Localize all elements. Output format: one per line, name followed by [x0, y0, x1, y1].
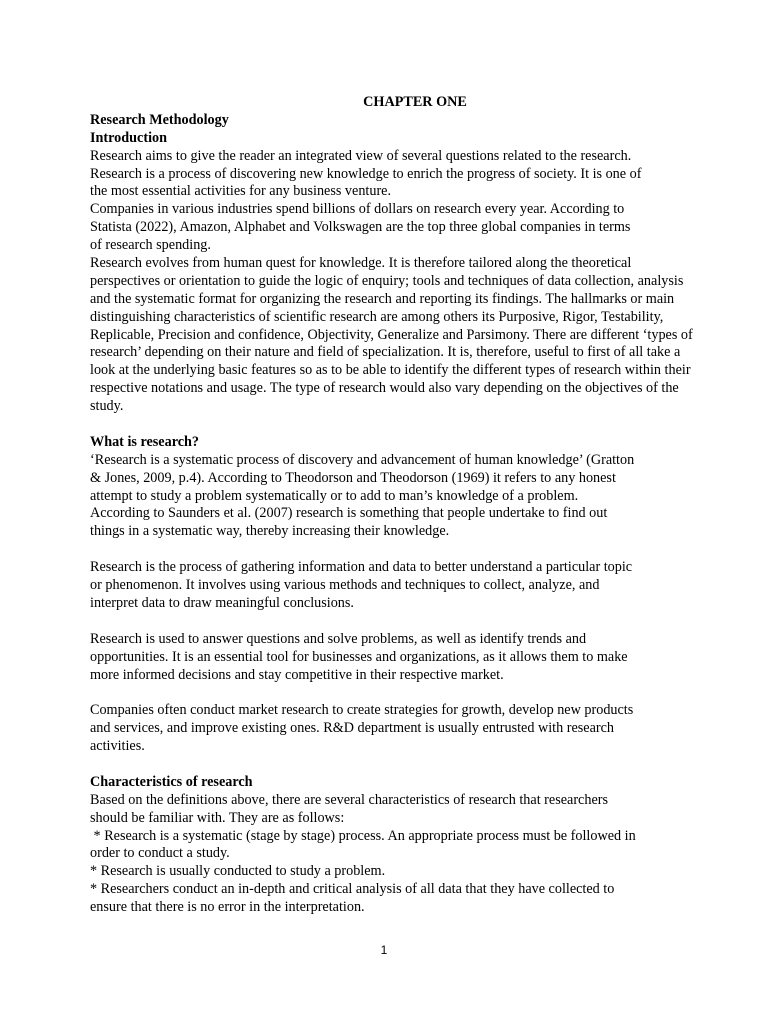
- text-line: * Research is usually conducted to study a problem.: [90, 863, 386, 880]
- text-line: order to conduct a study.: [90, 845, 230, 862]
- text-line: Statista (2022), Amazon, Alphabet and Volkswagen are the top three global companies in terms: [90, 219, 631, 236]
- text-line: Companies in various industries spend billions of dollars on research every year. According to: [90, 201, 625, 218]
- spacer: [90, 684, 740, 702]
- text-line: * Research is a systematic (stage by stage) process. An appropriate process must be followed in: [90, 827, 636, 844]
- what-is-research-heading: What is research?: [90, 433, 200, 450]
- characteristics-paragraph: [90, 792, 740, 917]
- text-line: of research spending.: [90, 237, 211, 254]
- intro-heading: Introduction: [90, 129, 167, 146]
- spacer: [90, 756, 740, 774]
- text-line: ensure that there is no error in the interpretation.: [90, 899, 365, 916]
- text-line: the most essential activities for any business venture.: [90, 183, 392, 200]
- document-body: [90, 94, 740, 917]
- text-line: study.: [90, 398, 124, 415]
- research-process-paragraph: [90, 559, 740, 613]
- what-is-research-paragraph: [90, 452, 740, 541]
- text-line: Based on the definitions above, there are several characteristics of research that researchers: [90, 791, 608, 808]
- text-line: and services, and improve existing ones. R&D department is usually entrusted with research: [90, 720, 615, 737]
- text-line: and the systematic format for organizing the research and reporting its findings. The hallmarks or main: [90, 290, 675, 307]
- text-line: interpret data to draw meaningful conclusions.: [90, 594, 354, 611]
- text-line: attempt to study a problem systematically or to add to man’s knowledge of a problem.: [90, 487, 579, 504]
- chapter-title: CHAPTER ONE: [363, 94, 467, 110]
- text-line: or phenomenon. It involves using various methods and techniques to collect, analyze, and: [90, 577, 600, 594]
- text-line: & Jones, 2009, p.4). According to Theodorson and Theodorson (1969) it refers to any honest: [90, 469, 616, 486]
- text-line: Research is the process of gathering information and data to better understand a particular topic: [90, 559, 633, 576]
- section-heading: Research Methodology: [90, 111, 229, 128]
- text-line: opportunities. It is an essential tool for businesses and organizations, as it allows them to make: [90, 648, 628, 665]
- page-number: 1: [380, 943, 388, 957]
- text-line: should be familiar with. They are as follows:: [90, 809, 345, 826]
- text-line: look at the underlying basic features so as to be able to identify the different types of research within their: [90, 362, 691, 379]
- text-line: ‘Research is a systematic process of discovery and advancement of human knowledge’ (Gratton: [90, 451, 635, 468]
- text-line: more informed decisions and stay competitive in their respective market.: [90, 666, 504, 683]
- text-line: Research is used to answer questions and solve problems, as well as identify trends and: [90, 630, 587, 647]
- intro-paragraph: [90, 148, 740, 416]
- text-line: research’ depending on their nature and field of specialization. It is, therefore, useful to first of all take a: [90, 344, 681, 361]
- text-line: respective notations and usage. The type of research would also vary depending on the objectives of the: [90, 380, 679, 397]
- text-line: Companies often conduct market research to create strategies for growth, develop new products: [90, 702, 634, 719]
- research-use-paragraph: [90, 631, 740, 685]
- text-line: According to Saunders et al. (2007) research is something that people undertake to find out: [90, 505, 608, 522]
- text-line: Replicable, Precision and confidence, Objectivity, Generalize and Parsimony. There are different ‘types of: [90, 326, 693, 343]
- spacer: [90, 416, 740, 434]
- text-line: distinguishing characteristics of scientific research are among others its Purposive, Rigor, Testability,: [90, 308, 664, 325]
- text-line: Research is a process of discovering new knowledge to enrich the progress of society. It is one of: [90, 165, 642, 182]
- spacer: [90, 613, 740, 631]
- text-line: Research evolves from human quest for knowledge. It is therefore tailored along the theoretical: [90, 255, 632, 272]
- market-research-paragraph: [90, 702, 740, 756]
- text-line: * Researchers conduct an in-depth and critical analysis of all data that they have collected to: [90, 881, 615, 898]
- text-line: perspectives or orientation to guide the logic of enquiry; tools and techniques of data collection, analysis: [90, 272, 684, 289]
- text-line: activities.: [90, 738, 145, 755]
- text-line: Research aims to give the reader an integrated view of several questions related to the research.: [90, 147, 632, 164]
- spacer: [90, 541, 740, 559]
- characteristics-heading: Characteristics of research: [90, 773, 253, 790]
- text-line: things in a systematic way, thereby increasing their knowledge.: [90, 523, 450, 540]
